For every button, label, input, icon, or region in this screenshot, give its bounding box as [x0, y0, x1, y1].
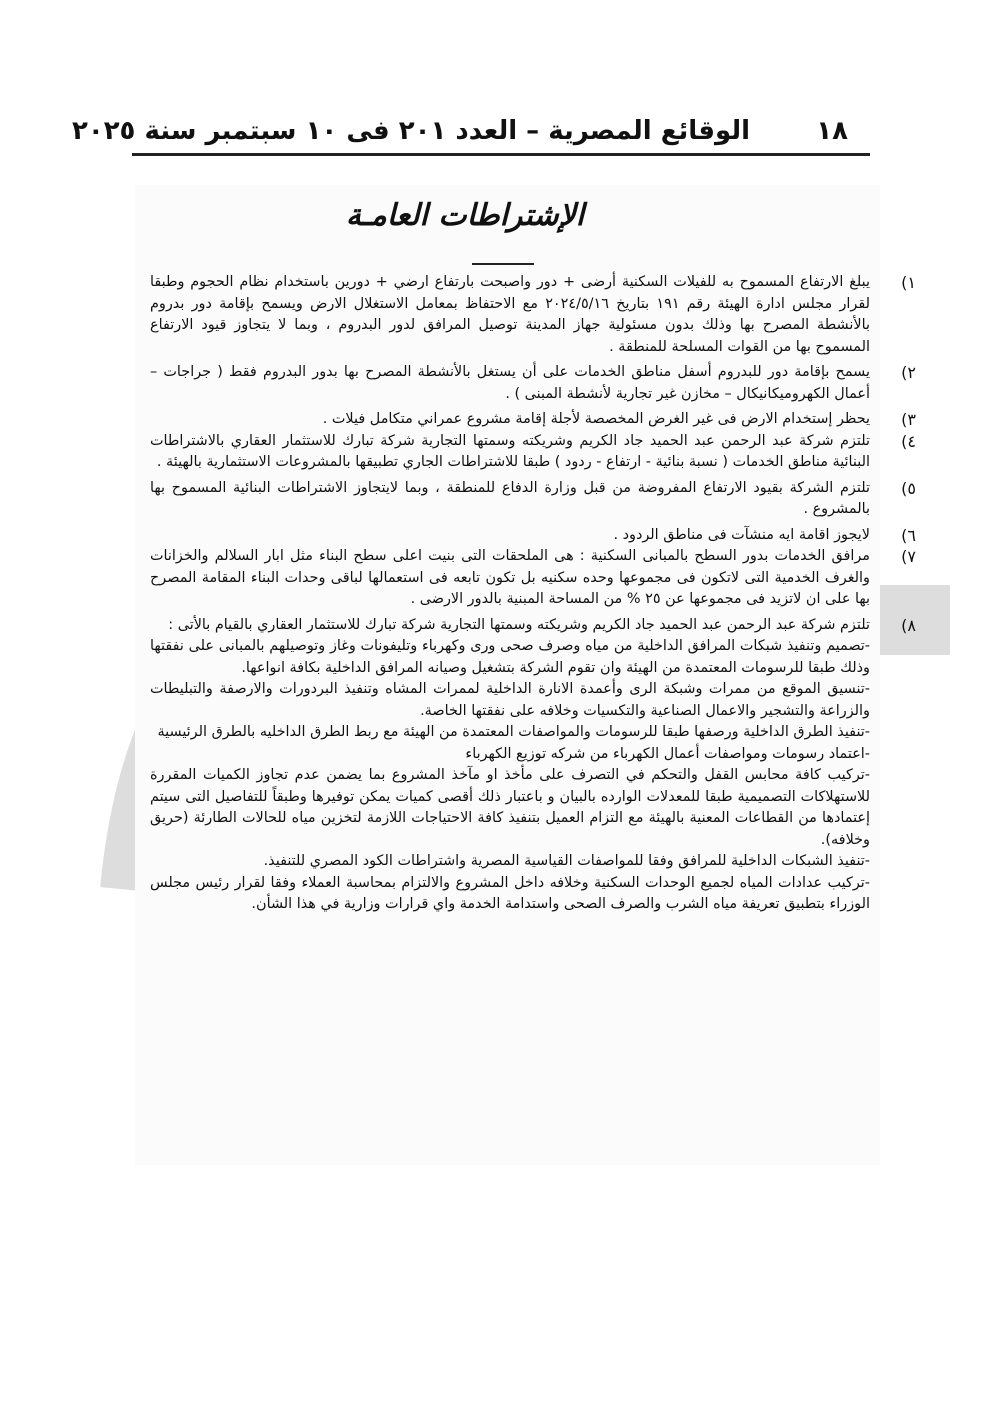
item-number: ٨)	[901, 615, 916, 635]
item-text: مرافق الخدمات بدور السطح بالمبانى السكنية : هى الملحقات التى بنيت اعلى سطح البناء مثل ابار السلالم والخزانات والغرف الخدمية التى لاتكون فى مجموعها وحده سكنيه بل تكون تابعه فى استعمالها لباقى وحدات البناء المقامة المصرح بها على ان لاتزيد فى مجموعها عن ٢٥ % من المساحة المبنية بالدور الارضى .	[150, 548, 870, 607]
item-text: تلتزم شركة عبد الرحمن عبد الحميد جاد الكريم وشريكته وسمتها التجارية شركة تبارك للاستثمار العقاري بالاشتراطات البنائية مناطق الخدمات ( نسبة بنائية - ارتفاع - ردود ) طبقا للاشتراطات الجاري تطبيقها بالمشروعات الاستثمارية بالهيئة .	[150, 432, 870, 470]
title-underline	[472, 263, 534, 265]
list-item	[150, 525, 916, 547]
header-divider	[132, 153, 870, 156]
item-text: لايجوز اقامة ايه منشآت فى مناطق الردود .	[613, 526, 870, 543]
item-text: يبلغ الارتفاع المسموح به للفيلات السكنية أرضى + دور واصبحت بارتفاع ارضي + دورين باستخدام نظام الحجوم وطبقا لقرار مجلس ادارة الهيئة رقم ١٩١ بتاريخ ٢٠٢٤/٥/١٦ مع الاحتفاظ بمعامل الاستغلال الارض ويسمح بإقامة دور بدروم بالأنشطة المصرح بها وذلك بدون مسئولية جهاز المدينة توصيل المرافق لدور البدروم ، وبما لا يتجاوز قيود الارتفاع المسموح بها من القوات المسلحة للمنطقة .	[150, 274, 870, 355]
page-header	[71, 112, 870, 150]
item-number: ٤)	[901, 431, 916, 451]
sub-item-text: -تركيب كافة محابس القفل والتحكم في التصرف على مأخذ او مآخذ المشروع بما يضمن عدم تجاوز الكميات المقررة للاستهلاكات التصميمية طبقا للمعدلات الوارده بالبيان و باعتبار ذلك أقصى كميات يمكن توفيرها وطبقاً للتفاصيل التى سيتم إعتمادها من القطاعات المعنية بالهيئة مع التزام العميل بتنفيذ كافة الاحتياجات اللازمة لتخزين مياه للحالات الطارئة (حريق وخلافه).	[150, 767, 870, 848]
sub-item-text: -تصميم وتنفيذ شبكات المرافق الداخلية من مياه وصرف صحى ورى وكهرباء وتليفونات وغاز وتوصيلهم بالمبانى على نفقتها وذلك طبقا للرسومات المعتمدة من الهيئة وان تقوم الشركة بتشغيل وصيانه المرافق الداخلية بكافة انواعها.	[150, 638, 870, 676]
section-title: الإشتراطات العامـة	[345, 198, 585, 233]
sub-item-text: -تنفيذ الطرق الداخلية ورصفها طبقا للرسومات والمواصفات المعتمدة من الهيئة مع ربط الطرق الداخليه بالطرق الرئيسية	[157, 724, 870, 740]
list-item	[150, 546, 916, 611]
list-item	[150, 272, 916, 358]
item-number: ٣)	[901, 410, 916, 429]
item-number: ٧)	[901, 547, 916, 566]
page-number: ١٨	[816, 116, 848, 146]
sub-item-text: -تركيب عدادات المياه لجميع الوحدات السكنية وخلافه داخل المشروع والالتزام بمحاسبة العملاء وفقا لقرار رئيس مجلس الوزراء بتطبيق تعريفة مياه الشرب والصرف الصحى واستدامة الخدمة واي قرارات وزارية في هذا الشأن.	[150, 874, 870, 912]
item-number: ٥)	[901, 478, 916, 498]
item-number: ٢)	[901, 363, 916, 382]
item-text: يحظر إستخدام الارض فى غير الغرض المخصصة لأجلة إقامة مشروع عمراني متكامل فيلات .	[322, 411, 870, 427]
sub-item-text: -تنسيق الموقع من ممرات وشبكة الرى وأعمدة الانارة الداخلية لممرات المشاه وتنفيذ البردورات والارصفة والتبليطات والزراعة والتشجير والاعمال الصناعية والتكسيات وخلافه على نفقتها الخاصة.	[150, 681, 870, 719]
item-text: يسمح بإقامة دور للبدروم أسفل مناطق الخدمات على أن يستغل بالأنشطة المصرح بها بدور البدروم فقط ( جراجات – أعمال الكهروميكانيكال – مخازن غير تجارية لأنشطة المبنى ) .	[150, 364, 870, 402]
list-item	[150, 362, 916, 405]
conditions-list	[150, 272, 916, 916]
list-item	[150, 409, 916, 431]
header-title: الوقائع المصرية – العدد ٢٠١ فى ١٠ سبتمبر سنة ٢٠٢٥	[71, 116, 750, 146]
item-number: ١)	[901, 273, 916, 292]
sub-item-text: -اعتماد رسومات ومواصفات أعمال الكهرباء من شركه توزيع الكهرباء	[465, 745, 870, 762]
list-item	[150, 478, 916, 521]
item-text: تلتزم شركة عبد الرحمن عبد الحميد جاد الكريم وشريكته وسمتها التجارية شركة تبارك للاستثمار العقاري بالقيام بالأتى :	[168, 616, 870, 633]
sub-item-text: -تنفيذ الشبكات الداخلية للمرافق وفقا للمواصفات القياسية المصرية واشتراطات الكود المصري للتنفيذ.	[263, 853, 870, 869]
item-text: تلتزم الشركة بقيود الارتفاع المفروضة من قبل وزارة الدفاع للمنطقة ، وبما لايتجاوز الاشتراطات البنائية المسموح بها بالمشروع .	[150, 479, 870, 517]
item-number: ٦)	[901, 525, 916, 545]
list-item	[150, 431, 916, 474]
list-item	[150, 615, 916, 916]
